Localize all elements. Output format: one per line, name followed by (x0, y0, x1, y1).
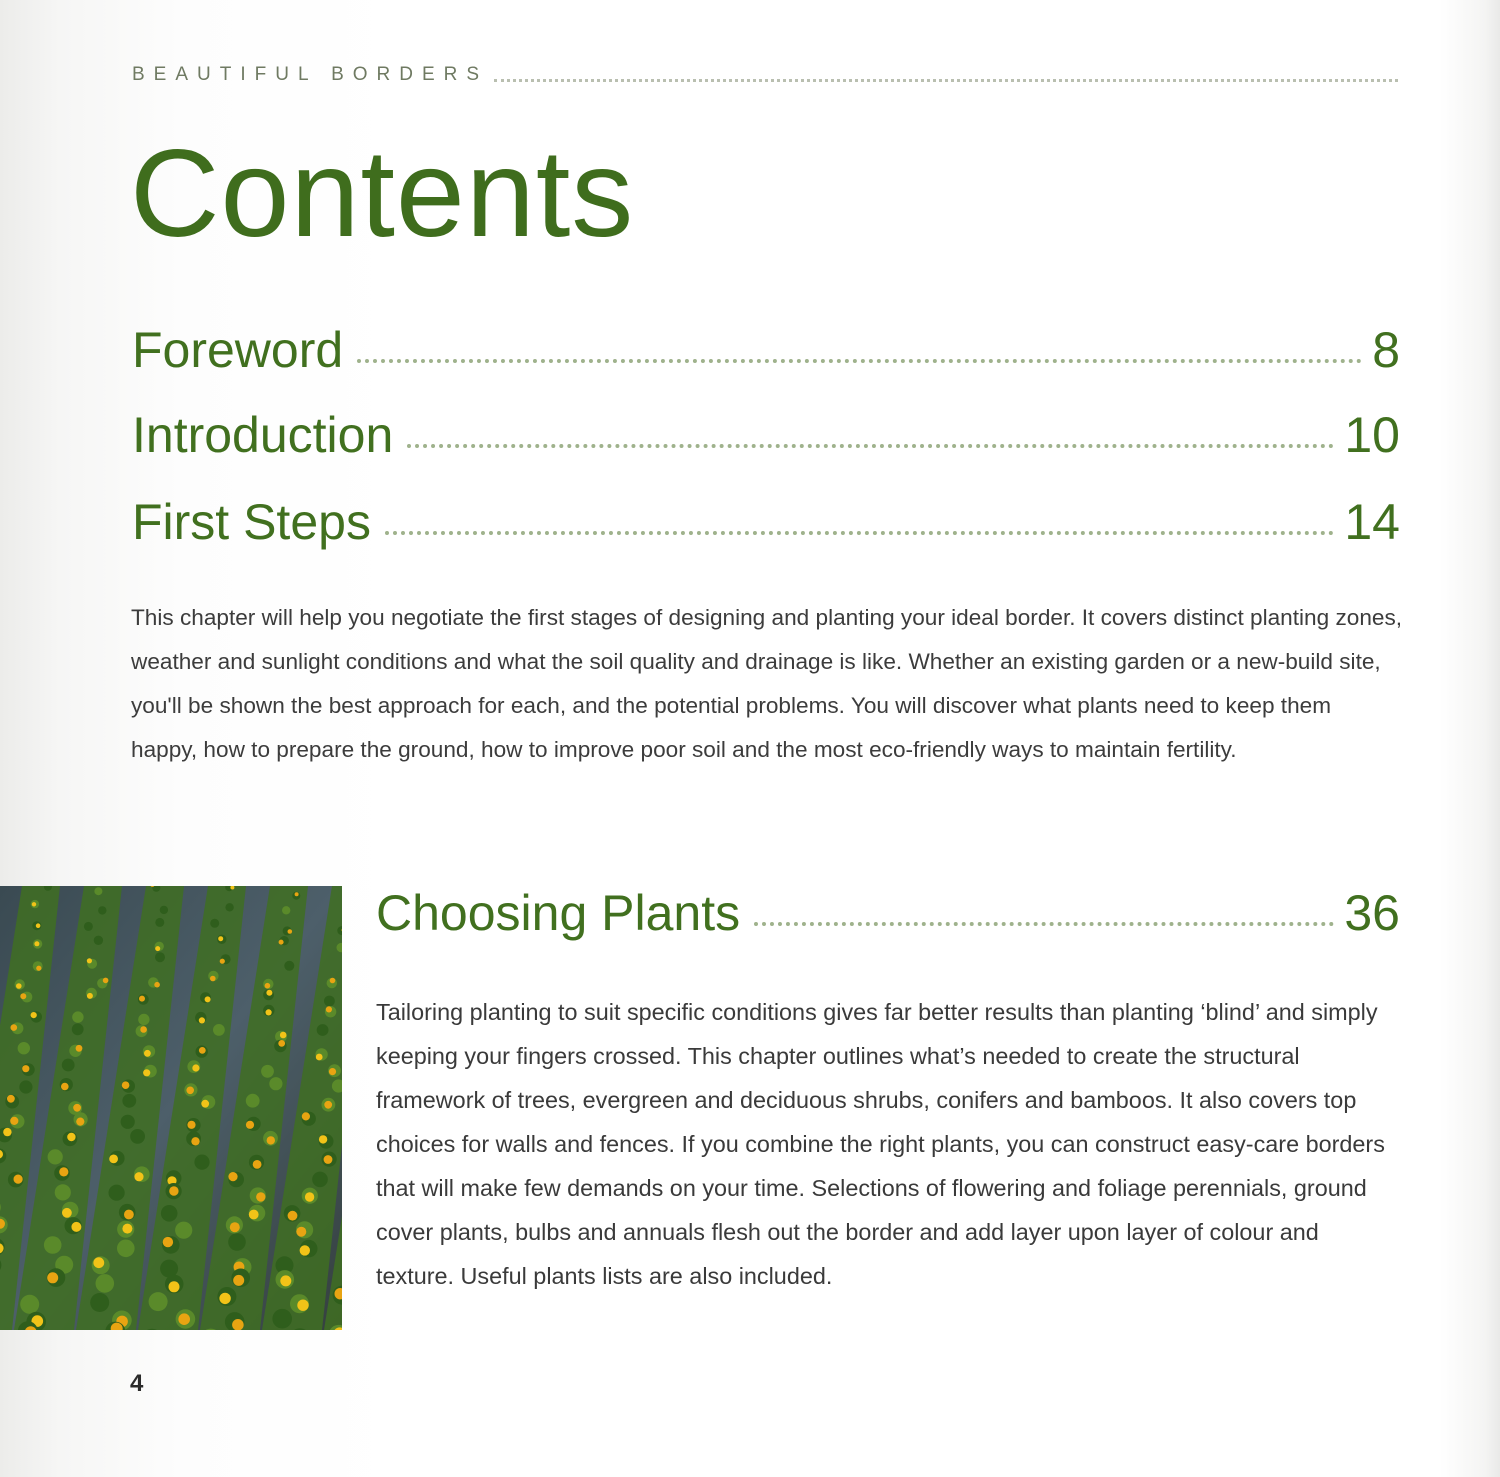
toc-leader-dots (385, 531, 1334, 535)
toc-entry-choosing-plants[interactable] (376, 885, 1400, 941)
toc-label: Choosing Plants (376, 885, 741, 941)
toc-label: Foreword (132, 322, 344, 378)
page-number: 4 (130, 1370, 144, 1397)
running-head-leader (494, 69, 1398, 82)
running-head-label: BEAUTIFUL BORDERS (132, 64, 489, 85)
toc-label: First Steps (132, 494, 371, 550)
page-title: Contents (130, 125, 635, 263)
toc-entry-first-steps[interactable] (132, 494, 1400, 550)
running-head (132, 64, 1398, 86)
toc-entry-foreword[interactable] (132, 322, 1400, 378)
toc-page-number: 8 (1372, 322, 1400, 378)
toc-leader-dots (754, 922, 1334, 926)
toc-page-number: 10 (1344, 407, 1400, 463)
toc-label: Introduction (132, 407, 394, 463)
toc-leader-dots (407, 444, 1334, 448)
choosing-plants-description: Tailoring planting to suit specific conditions gives far better results than planting ‘blind’ and simply keeping your fingers crossed. This chapter outlines what’s needed to create the structural framework of trees, evergreen and deciduous shrubs, conifers and bamboos. It also covers top choices for walls and fences. If you combine the right plants, you can construct easy-care borders that will make few demands on your time. Selections of flowering and foliage perennials, ground cover plants, bulbs and annuals flesh out the border and add layer upon layer of colour and texture. Useful plants lists are also included. (376, 999, 1385, 1289)
toc-entry-introduction[interactable] (132, 407, 1400, 463)
toc-leader-dots (357, 359, 1362, 363)
toc-page-number: 36 (1344, 885, 1400, 941)
marigold-rows-photo (0, 886, 342, 1330)
first-steps-description: This chapter will help you negotiate the first stages of designing and planting your ideal border. It covers distinct planting zones, weather and sunlight conditions and what the soil quality and drainage is like. Whether an existing garden or a new-build site, you'll be shown the best approach for each, and the potential problems. You will discover what plants need to keep them happy, how to prepare the ground, how to improve poor soil and the most eco-friendly ways to maintain fertility. (131, 605, 1403, 762)
toc-page-number: 14 (1344, 494, 1400, 550)
